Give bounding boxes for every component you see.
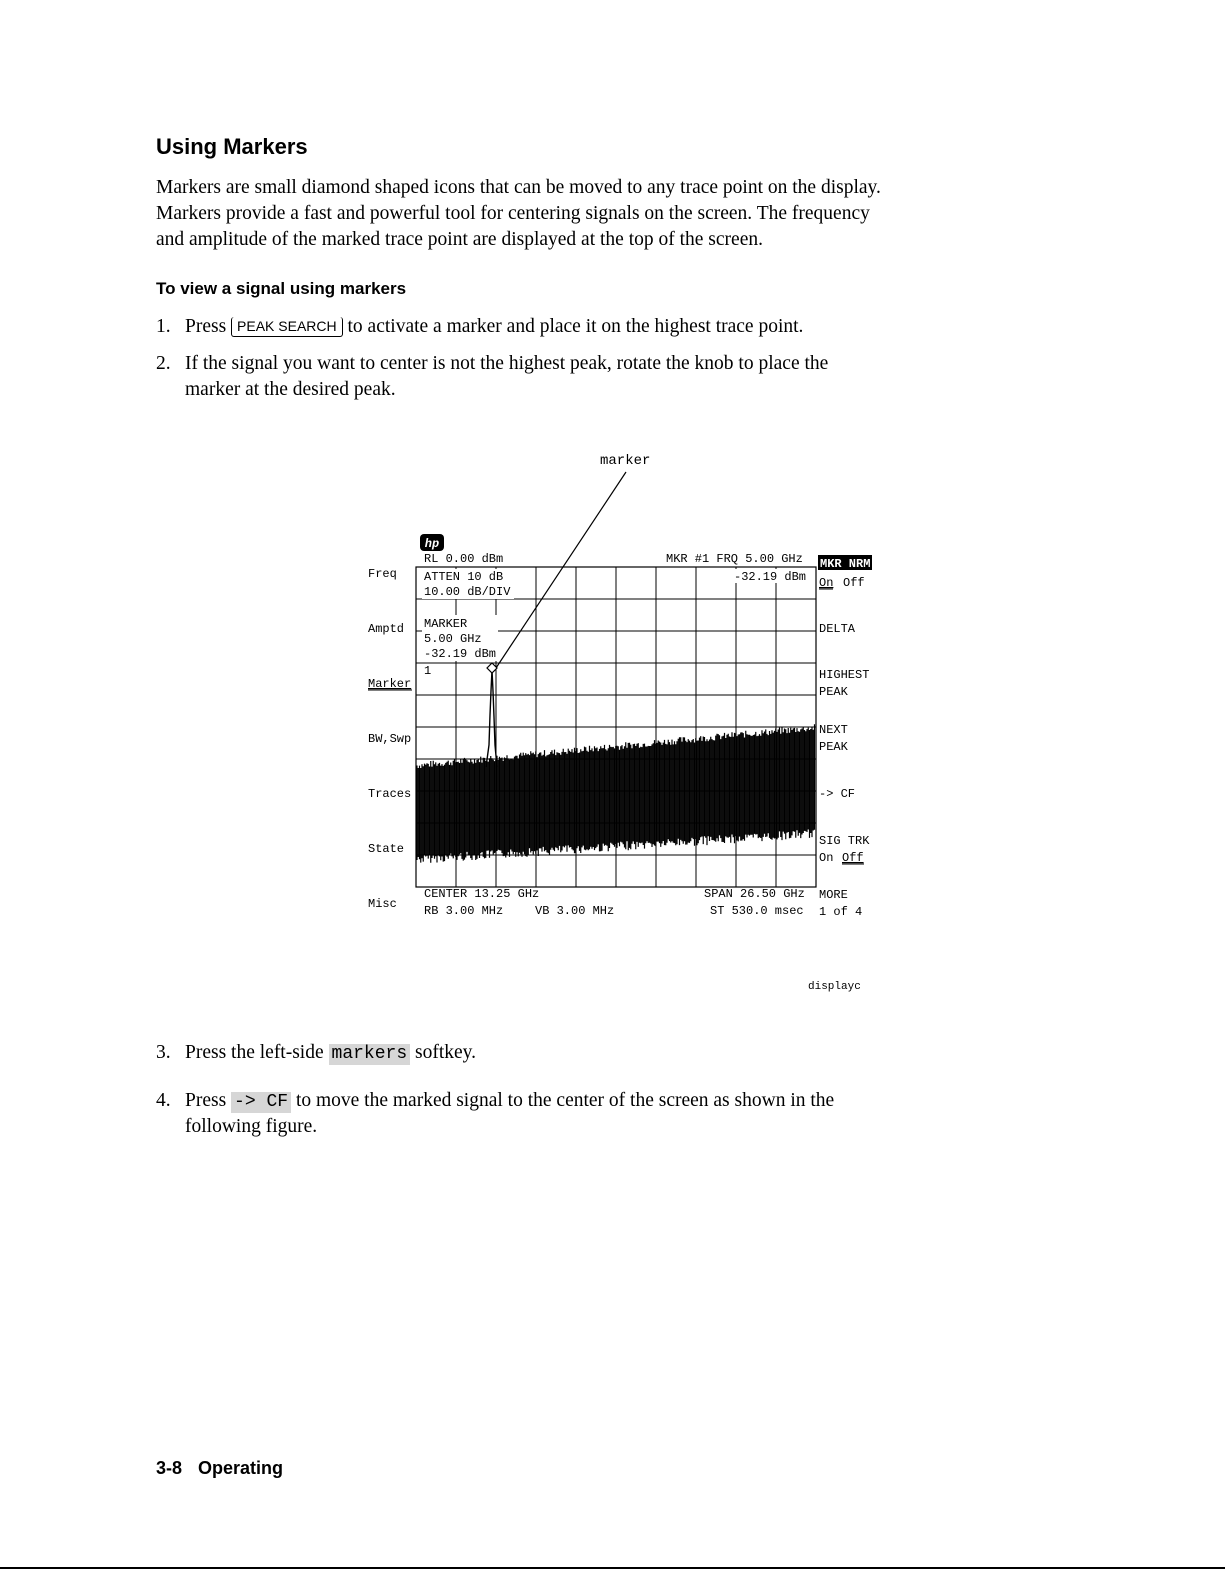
reference-level: RL 0.00 dBm — [424, 552, 504, 566]
step-number: 2. — [156, 353, 171, 374]
step-2 — [156, 351, 1056, 403]
softkey-freq[interactable]: Freq — [368, 567, 397, 581]
cf-softkey-label: -> CF — [231, 1092, 291, 1113]
step-number: 3. — [156, 1042, 171, 1063]
menu-title-mkr-nrm: MKR NRM — [820, 557, 871, 571]
softkey-next-line1[interactable]: NEXT — [819, 723, 848, 737]
scale-per-division: 10.00 dB/DIV — [424, 585, 511, 599]
step-number: 4. — [156, 1090, 171, 1111]
softkey-highest-line2[interactable]: PEAK — [819, 685, 848, 699]
attenuation: ATTEN 10 dB — [424, 570, 504, 584]
procedure-title: To view a signal using markers — [156, 279, 407, 298]
hp-logo-text: hp — [424, 537, 440, 551]
peak-search-key: PEAK SEARCH — [231, 317, 343, 337]
page-footer — [156, 1458, 283, 1479]
section-title: Using Markers — [156, 134, 308, 159]
step-text: Press the left-side — [185, 1042, 329, 1063]
intro-line-1: Markers are small diamond shaped icons that can be moved to any trace point on the display. — [156, 177, 881, 198]
softkey-misc[interactable]: Misc — [368, 897, 397, 911]
intro-paragraph — [156, 175, 1076, 253]
intro-line-3: and amplitude of the marked trace point are displayed at the top of the screen. — [156, 229, 763, 250]
right-softkey-column — [818, 555, 872, 919]
step-1 — [156, 314, 1056, 340]
left-softkey-column — [368, 567, 412, 911]
markers-softkey-label: markers — [329, 1044, 411, 1065]
softkey-delta[interactable]: DELTA — [819, 622, 856, 636]
resolution-bandwidth: RB 3.00 MHz — [424, 904, 504, 918]
step-text: to move the marked signal to the center of the screen as shown in the — [291, 1090, 835, 1111]
step-text: If the signal you want to center is not the highest peak, rotate the knob to place the — [185, 353, 829, 374]
spectrum-analyzer-display — [360, 445, 880, 1005]
step-text: following figure. — [185, 1116, 318, 1137]
step-text: to activate a marker and place it on the highest trace point. — [342, 316, 804, 337]
softkey-amptd[interactable]: Amptd — [368, 622, 405, 636]
marker-off-option[interactable]: Off — [843, 576, 865, 590]
step-text: marker at the desired peak. — [185, 379, 396, 400]
sweep-time: ST 530.0 msec — [710, 904, 804, 918]
bottom-rule — [0, 1567, 1225, 1569]
sig-trk-on-option[interactable]: On — [819, 851, 834, 865]
step-text: Press — [185, 1090, 232, 1111]
marker-frequency-readout: MKR #1 FRQ 5.00 GHz — [666, 552, 803, 566]
marker-readout-label: MARKER — [424, 617, 468, 631]
chapter-name: Operating — [198, 1458, 284, 1478]
step-3 — [156, 1040, 1056, 1066]
softkey-highest-line1[interactable]: HIGHEST — [819, 668, 870, 682]
step-4 — [156, 1088, 1056, 1140]
softkey-sig-trk[interactable]: SIG TRK — [819, 834, 870, 848]
figure-caption: displayc — [808, 981, 861, 993]
step-number: 1. — [156, 316, 171, 337]
frequency-span: SPAN 26.50 GHz — [704, 887, 805, 901]
signal-peak-trace — [486, 670, 497, 767]
marker-readout-frequency: 5.00 GHz — [424, 632, 482, 646]
softkey-marker-to-cf[interactable]: -> CF — [819, 787, 856, 801]
softkey-state[interactable]: State — [368, 842, 405, 856]
sig-trk-off-option[interactable]: Off — [842, 851, 864, 865]
step-text: Press — [185, 316, 232, 337]
marker-readout-amplitude: -32.19 dBm — [424, 647, 497, 661]
marker-amplitude-readout: -32.19 dBm — [734, 570, 807, 584]
hp-logo — [420, 534, 444, 551]
center-frequency: CENTER 13.25 GHz — [424, 887, 540, 901]
intro-line-2: Markers provide a fast and powerful tool for centering signals on the screen. The frequency — [156, 203, 870, 224]
page-number: 3-8 — [156, 1458, 183, 1478]
softkey-bw-swp[interactable]: BW,Swp — [368, 732, 412, 746]
softkey-marker[interactable]: Marker — [368, 677, 412, 691]
softkey-next-line2[interactable]: PEAK — [819, 740, 848, 754]
step-text: softkey. — [410, 1042, 477, 1063]
marker-number: 1 — [424, 664, 432, 678]
marker-callout: marker — [600, 453, 651, 469]
softkey-more-line1[interactable]: MORE — [819, 888, 848, 902]
video-bandwidth: VB 3.00 MHz — [535, 904, 615, 918]
softkey-traces[interactable]: Traces — [368, 787, 412, 801]
marker-on-option[interactable]: On — [819, 576, 834, 590]
softkey-more-line2[interactable]: 1 of 4 — [819, 905, 863, 919]
